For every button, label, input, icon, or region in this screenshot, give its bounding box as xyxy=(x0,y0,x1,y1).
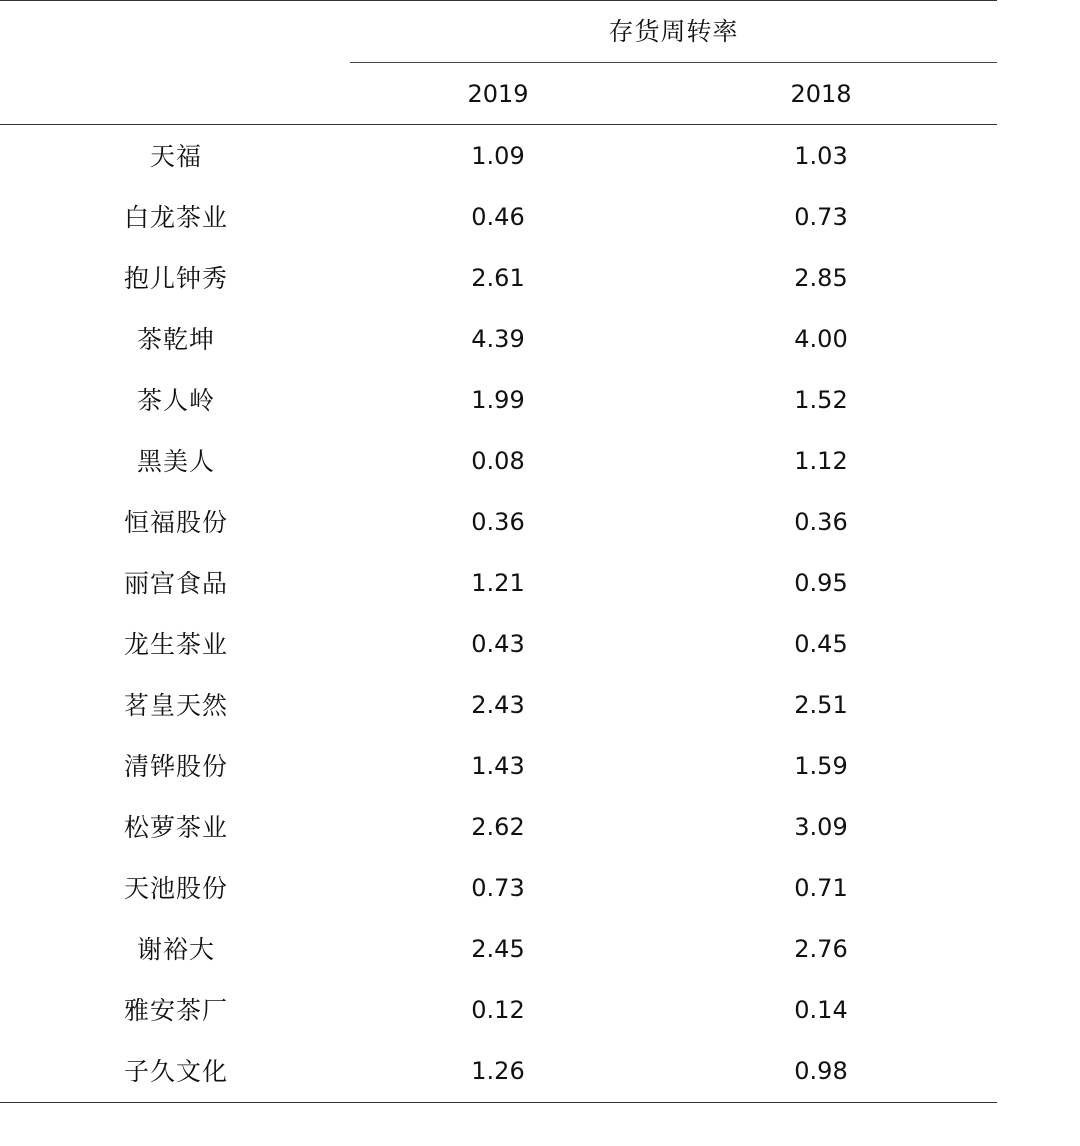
company-name: 清铧股份 xyxy=(123,752,228,781)
value-2019: 0.46 xyxy=(471,203,525,231)
table-row xyxy=(0,1041,997,1102)
table-row xyxy=(0,675,997,736)
company-name: 天池股份 xyxy=(123,874,228,903)
value-2019: 0.08 xyxy=(471,447,525,475)
value-2019: 4.39 xyxy=(471,325,525,353)
column-header-2018: 2018 xyxy=(790,80,852,108)
table-row xyxy=(0,980,997,1041)
table-row xyxy=(0,309,997,370)
value-2018: 0.71 xyxy=(794,874,848,902)
group-header-rule xyxy=(350,62,997,63)
value-2019: 1.21 xyxy=(471,569,525,597)
value-2019: 1.26 xyxy=(471,1057,525,1085)
company-name: 茶人岭 xyxy=(136,386,215,415)
value-2019: 1.99 xyxy=(471,386,525,414)
company-name: 子久文化 xyxy=(123,1057,228,1086)
header-bottom-rule xyxy=(0,124,997,125)
company-name: 雅安茶厂 xyxy=(123,996,228,1025)
table-row xyxy=(0,614,997,675)
value-2019: 2.61 xyxy=(471,264,525,292)
value-2019: 2.62 xyxy=(471,813,525,841)
value-2018: 0.98 xyxy=(794,1057,848,1085)
company-name: 恒福股份 xyxy=(123,508,228,537)
table-row xyxy=(0,492,997,553)
table-row xyxy=(0,126,997,187)
value-2018: 0.45 xyxy=(794,630,848,658)
company-name: 谢裕大 xyxy=(136,935,215,964)
value-2019: 1.09 xyxy=(471,142,525,170)
table-row xyxy=(0,797,997,858)
value-2018: 3.09 xyxy=(794,813,848,841)
table-row xyxy=(0,431,997,492)
value-2018: 0.36 xyxy=(794,508,848,536)
company-name: 茶乾坤 xyxy=(136,325,215,354)
table-row xyxy=(0,248,997,309)
value-2018: 0.95 xyxy=(794,569,848,597)
value-2018: 1.59 xyxy=(794,752,848,780)
value-2018: 1.03 xyxy=(794,142,848,170)
value-2018: 2.85 xyxy=(794,264,848,292)
value-2019: 1.43 xyxy=(471,752,525,780)
table-body xyxy=(0,126,997,1102)
table-row xyxy=(0,858,997,919)
value-2018: 0.73 xyxy=(794,203,848,231)
value-2019: 0.73 xyxy=(471,874,525,902)
value-2018: 4.00 xyxy=(794,325,848,353)
value-2018: 1.12 xyxy=(794,447,848,475)
value-2018: 1.52 xyxy=(794,386,848,414)
company-name: 白龙茶业 xyxy=(123,203,228,232)
value-2018: 2.76 xyxy=(794,935,848,963)
company-name: 抱儿钟秀 xyxy=(123,264,228,293)
column-header-2019: 2019 xyxy=(467,80,529,108)
company-name: 松萝茶业 xyxy=(123,813,228,842)
value-2019: 0.12 xyxy=(471,996,525,1024)
company-name: 黑美人 xyxy=(136,447,215,476)
table-bottom-rule xyxy=(0,1102,997,1103)
value-2019: 2.45 xyxy=(471,935,525,963)
company-name: 丽宫食品 xyxy=(123,569,228,598)
table-row xyxy=(0,553,997,614)
value-2019: 0.36 xyxy=(471,508,525,536)
table-row xyxy=(0,370,997,431)
table-row xyxy=(0,187,997,248)
table-row xyxy=(0,736,997,797)
value-2019: 0.43 xyxy=(471,630,525,658)
group-header: 存货周转率 xyxy=(608,17,739,46)
value-2019: 2.43 xyxy=(471,691,525,719)
company-name: 天福 xyxy=(149,142,202,171)
company-name: 茗皇天然 xyxy=(123,691,228,720)
table-row xyxy=(0,919,997,980)
table-top-rule xyxy=(0,0,997,1)
value-2018: 0.14 xyxy=(794,996,848,1024)
company-name: 龙生茶业 xyxy=(123,630,228,659)
value-2018: 2.51 xyxy=(794,691,848,719)
